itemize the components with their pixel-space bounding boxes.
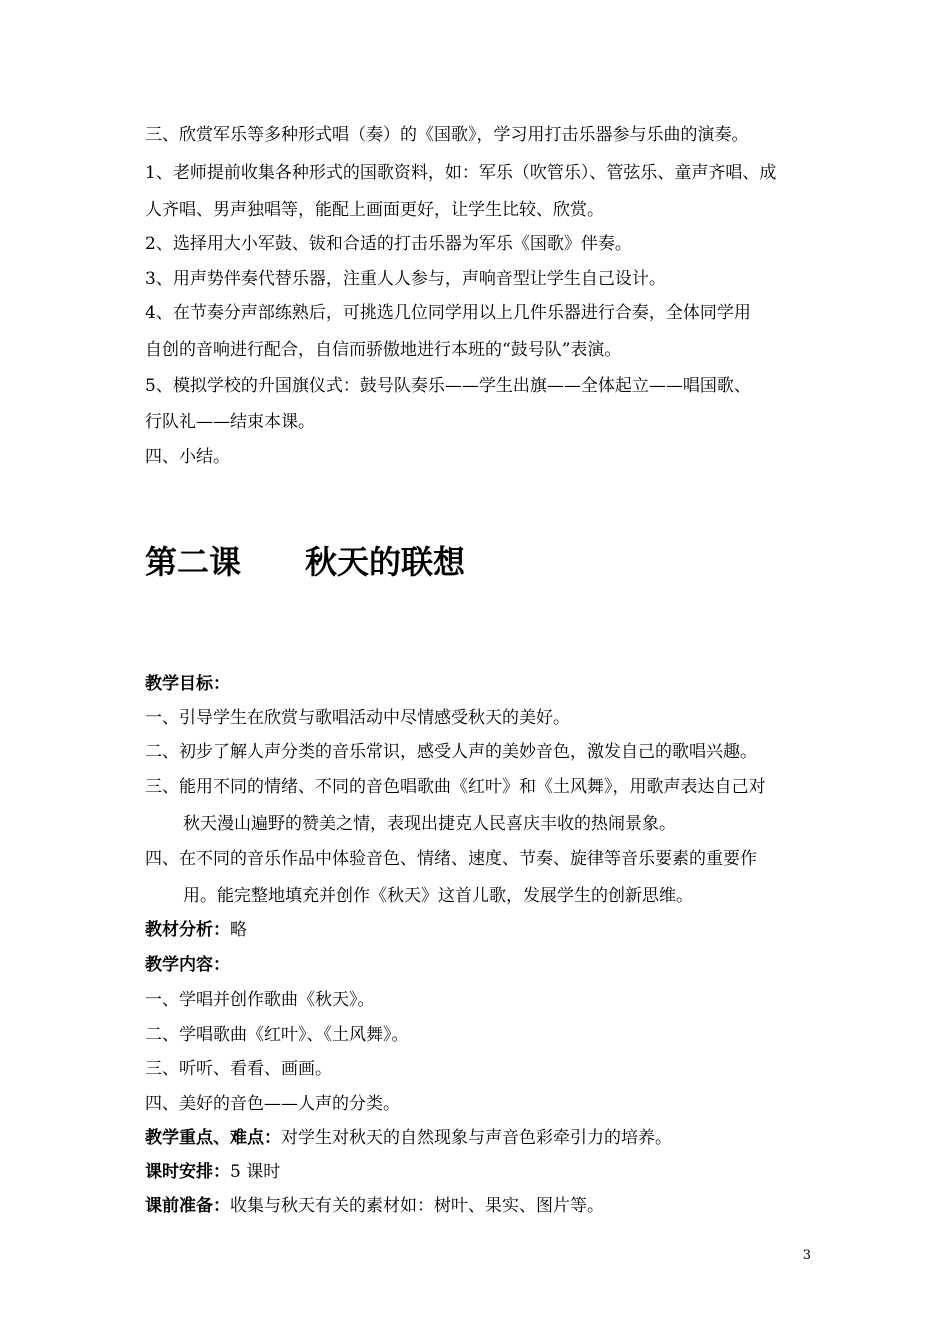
analysis-row bbox=[145, 919, 815, 941]
preparation-label: 课前准备： bbox=[145, 1196, 230, 1216]
section-three-item-4-line-2: 自创的音响进行配合，自信而骄傲地进行本班的“鼓号队”表演。 bbox=[145, 340, 622, 360]
section-three-item-5-line-2: 行队礼——结束本课。 bbox=[145, 412, 315, 432]
objective-item-3-line-1: 三、能用不同的情绪、不同的音色唱歌曲《红叶》和《土风舞》，用歌声表达自己对 bbox=[145, 777, 766, 797]
schedule-value: 5 课时 bbox=[230, 1162, 281, 1182]
content-item-1: 一、学唱并创作歌曲《秋天》。 bbox=[145, 990, 375, 1010]
section-three-title: 三、欣赏军乐等多种形式唱（奏）的《国歌》，学习用打击乐器参与乐曲的演奏。 bbox=[145, 125, 749, 145]
key-points-row bbox=[145, 1127, 815, 1149]
preparation-row bbox=[145, 1195, 815, 1217]
schedule-label: 课时安排： bbox=[145, 1162, 230, 1182]
schedule-row bbox=[145, 1161, 815, 1183]
content-item-4: 四、美好的音色——人声的分类。 bbox=[145, 1094, 400, 1114]
objective-item-1: 一、引导学生在欣赏与歌唱活动中尽情感受秋天的美好。 bbox=[145, 708, 570, 728]
objective-item-2: 二、初步了解人声分类的音乐常识，感受人声的美妙音色，激发自己的歌唱兴趣。 bbox=[145, 742, 757, 762]
objective-item-4-line-2: 用。能完整地填充并创作《秋天》这首儿歌，发展学生的创新思维。 bbox=[183, 886, 693, 906]
content-label: 教学内容： bbox=[145, 955, 230, 975]
key-points-value: 对学生对秋天的自然现象与声音色彩牵引力的培养。 bbox=[281, 1128, 672, 1148]
objective-item-4-line-1: 四、在不同的音乐作品中体验音色、情绪、速度、节奏、旋律等音乐要素的重要作 bbox=[145, 849, 757, 869]
section-three-item-5-line-1: 5、模拟学校的升国旗仪式：鼓号队奏乐——学生出旗——全体起立——唱国歌、 bbox=[145, 376, 751, 396]
section-three-item-2: 2、选择用大小军鼓、钹和合适的打击乐器为军乐《国歌》伴奏。 bbox=[145, 234, 632, 254]
objectives-label: 教学目标： bbox=[145, 674, 230, 694]
content-item-3: 三、听听、看看、画画。 bbox=[145, 1059, 332, 1079]
content-item-2: 二、学唱歌曲《红叶》、《土风舞》。 bbox=[145, 1025, 409, 1045]
analysis-label: 教材分析： bbox=[145, 920, 230, 940]
section-three-item-4-line-1: 4、在节奏分声部练熟后，可挑选几位同学用以上几件乐器进行合奏，全体同学用 bbox=[145, 303, 751, 323]
section-three-item-1-line-2: 人齐唱、男声独唱等，能配上画面更好，让学生比较、欣赏。 bbox=[145, 200, 604, 220]
key-points-label: 教学重点、难点： bbox=[145, 1128, 281, 1148]
section-three-item-1-line-1: 1、老师提前收集各种形式的国歌资料，如：军乐（吹管乐）、管弦乐、童声齐唱、成 bbox=[145, 163, 777, 183]
section-four-title: 四、小结。 bbox=[145, 447, 230, 467]
preparation-value: 收集与秋天有关的素材如：树叶、果实、图片等。 bbox=[230, 1196, 604, 1216]
lesson-heading: 第二课 秋天的联想 bbox=[145, 543, 466, 581]
objective-item-3-line-2: 秋天漫山遍野的赞美之情，表现出捷克人民喜庆丰收的热闹景象。 bbox=[183, 814, 676, 834]
section-three-item-3: 3、用声势伴奏代替乐器，注重人人参与，声响音型让学生自己设计。 bbox=[145, 269, 666, 289]
page-number: 3 bbox=[802, 1248, 811, 1263]
analysis-value: 略 bbox=[230, 920, 247, 940]
